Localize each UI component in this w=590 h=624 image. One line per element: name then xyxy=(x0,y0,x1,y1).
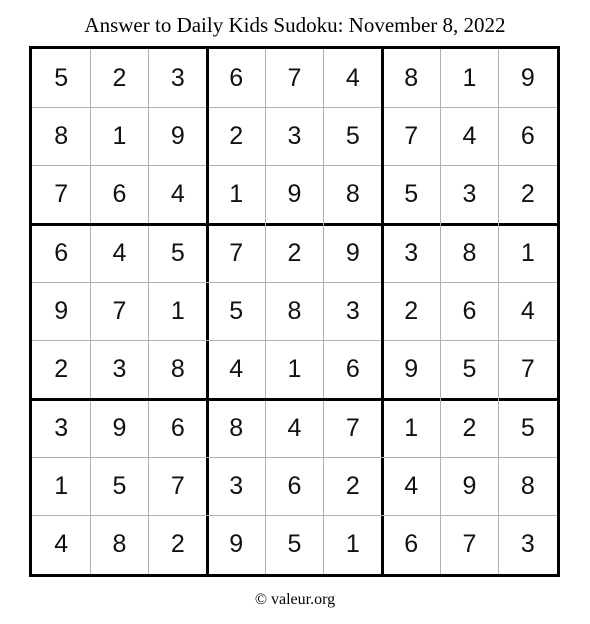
sudoku-cell-r8c7: 4 xyxy=(404,471,419,500)
sudoku-cell-r3c6: 8 xyxy=(345,180,360,209)
sudoku-cell-r3c5: 9 xyxy=(287,180,302,209)
sudoku-cell-r2c5: 3 xyxy=(287,121,302,150)
sudoku-cell-r4c8: 8 xyxy=(462,238,477,267)
sudoku-cell-r6c7: 9 xyxy=(404,355,419,384)
sudoku-cell-r1c4: 6 xyxy=(229,63,244,92)
sudoku-cell-r6c9: 7 xyxy=(520,355,535,384)
sudoku-cell-r1c9: 9 xyxy=(520,63,535,92)
sudoku-cell-r2c1: 8 xyxy=(54,121,69,150)
sudoku-cell-r6c4: 4 xyxy=(229,355,244,384)
sudoku-cell-r1c8: 1 xyxy=(462,63,477,92)
sudoku-cell-r9c7: 6 xyxy=(404,530,419,559)
sudoku-cell-r8c2: 5 xyxy=(112,471,127,500)
sudoku-cell-r7c9: 5 xyxy=(520,413,535,442)
sudoku-cell-r4c9: 1 xyxy=(520,238,535,267)
sudoku-cell-r5c6: 3 xyxy=(345,296,360,325)
sudoku-cell-r1c3: 3 xyxy=(170,63,185,92)
sudoku-cell-r9c5: 5 xyxy=(287,530,302,559)
sudoku-cell-r8c5: 6 xyxy=(287,471,302,500)
sudoku-cell-r4c6: 9 xyxy=(345,238,360,267)
sudoku-cell-r3c7: 5 xyxy=(404,180,419,209)
sudoku-cell-r9c9: 3 xyxy=(520,530,535,559)
page-title: Answer to Daily Kids Sudoku: November 8, 2022 xyxy=(84,13,506,37)
sudoku-cell-r6c6: 6 xyxy=(345,355,360,384)
sudoku-cell-r4c1: 6 xyxy=(54,238,69,267)
sudoku-cell-r8c4: 3 xyxy=(229,471,244,500)
sudoku-cell-r2c4: 2 xyxy=(229,121,244,150)
sudoku-cell-r7c2: 9 xyxy=(112,413,127,442)
sudoku-cell-r5c8: 6 xyxy=(462,296,477,325)
sudoku-cell-r3c9: 2 xyxy=(520,180,535,209)
sudoku-cell-r2c2: 1 xyxy=(112,121,127,150)
sudoku-cell-r8c1: 1 xyxy=(54,471,69,500)
sudoku-cell-r8c6: 2 xyxy=(345,471,360,500)
sudoku-cell-r2c7: 7 xyxy=(404,121,419,150)
sudoku-cell-r4c7: 3 xyxy=(404,238,419,267)
sudoku-cell-r5c9: 4 xyxy=(520,296,535,325)
sudoku-cell-r5c2: 7 xyxy=(112,296,127,325)
sudoku-cell-r9c2: 8 xyxy=(112,530,127,559)
sudoku-cell-r8c9: 8 xyxy=(520,471,535,500)
sudoku-cell-r3c8: 3 xyxy=(462,180,477,209)
sudoku-board xyxy=(29,46,560,577)
sudoku-cell-r5c7: 2 xyxy=(404,296,419,325)
sudoku-cell-r1c7: 8 xyxy=(404,63,419,92)
sudoku-cell-r2c8: 4 xyxy=(462,121,477,150)
sudoku-cell-r9c8: 7 xyxy=(462,530,477,559)
sudoku-cell-r3c1: 7 xyxy=(54,180,69,209)
sudoku-cell-r6c3: 8 xyxy=(170,355,185,384)
sudoku-cell-r6c5: 1 xyxy=(287,355,302,384)
sudoku-cell-r9c4: 9 xyxy=(229,530,244,559)
copyright-footer: © valeur.org xyxy=(254,591,336,608)
sudoku-cell-r8c3: 7 xyxy=(170,471,185,500)
sudoku-cell-r6c2: 3 xyxy=(112,355,127,384)
sudoku-cell-r5c1: 9 xyxy=(54,296,69,325)
sudoku-cell-r7c4: 8 xyxy=(229,413,244,442)
sudoku-cell-r6c1: 2 xyxy=(54,355,69,384)
sudoku-cell-r2c3: 9 xyxy=(170,121,185,150)
sudoku-cell-r9c6: 1 xyxy=(345,530,360,559)
sudoku-cell-r7c6: 7 xyxy=(345,413,360,442)
sudoku-cell-r9c1: 4 xyxy=(54,530,69,559)
sudoku-cell-r4c3: 5 xyxy=(170,238,185,267)
sudoku-cell-r7c1: 3 xyxy=(54,413,69,442)
sudoku-cell-r7c5: 4 xyxy=(287,413,302,442)
sudoku-cell-r4c5: 2 xyxy=(287,238,302,267)
sudoku-cell-r1c2: 2 xyxy=(112,63,127,92)
sudoku-cell-r5c5: 8 xyxy=(287,296,302,325)
sudoku-cell-r6c8: 5 xyxy=(462,355,477,384)
sudoku-cell-r3c2: 6 xyxy=(112,180,127,209)
sudoku-cell-r5c4: 5 xyxy=(229,296,244,325)
sudoku-cell-r2c9: 6 xyxy=(520,121,535,150)
sudoku-cell-r7c7: 1 xyxy=(404,413,419,442)
sudoku-cell-r1c1: 5 xyxy=(54,63,69,92)
sudoku-cell-r3c3: 4 xyxy=(170,180,185,209)
sudoku-cell-r1c6: 4 xyxy=(345,63,360,92)
sudoku-cell-r7c3: 6 xyxy=(170,413,185,442)
sudoku-cell-r1c5: 7 xyxy=(287,63,302,92)
sudoku-cell-r2c6: 5 xyxy=(345,121,360,150)
sudoku-cell-r5c3: 1 xyxy=(170,296,185,325)
sudoku-cell-r3c4: 1 xyxy=(229,180,244,209)
sudoku-cell-r8c8: 9 xyxy=(462,471,477,500)
sudoku-cell-r4c2: 4 xyxy=(112,238,127,267)
sudoku-cell-r4c4: 7 xyxy=(229,238,244,267)
sudoku-cell-r9c3: 2 xyxy=(170,530,185,559)
sudoku-cell-r7c8: 2 xyxy=(462,413,477,442)
